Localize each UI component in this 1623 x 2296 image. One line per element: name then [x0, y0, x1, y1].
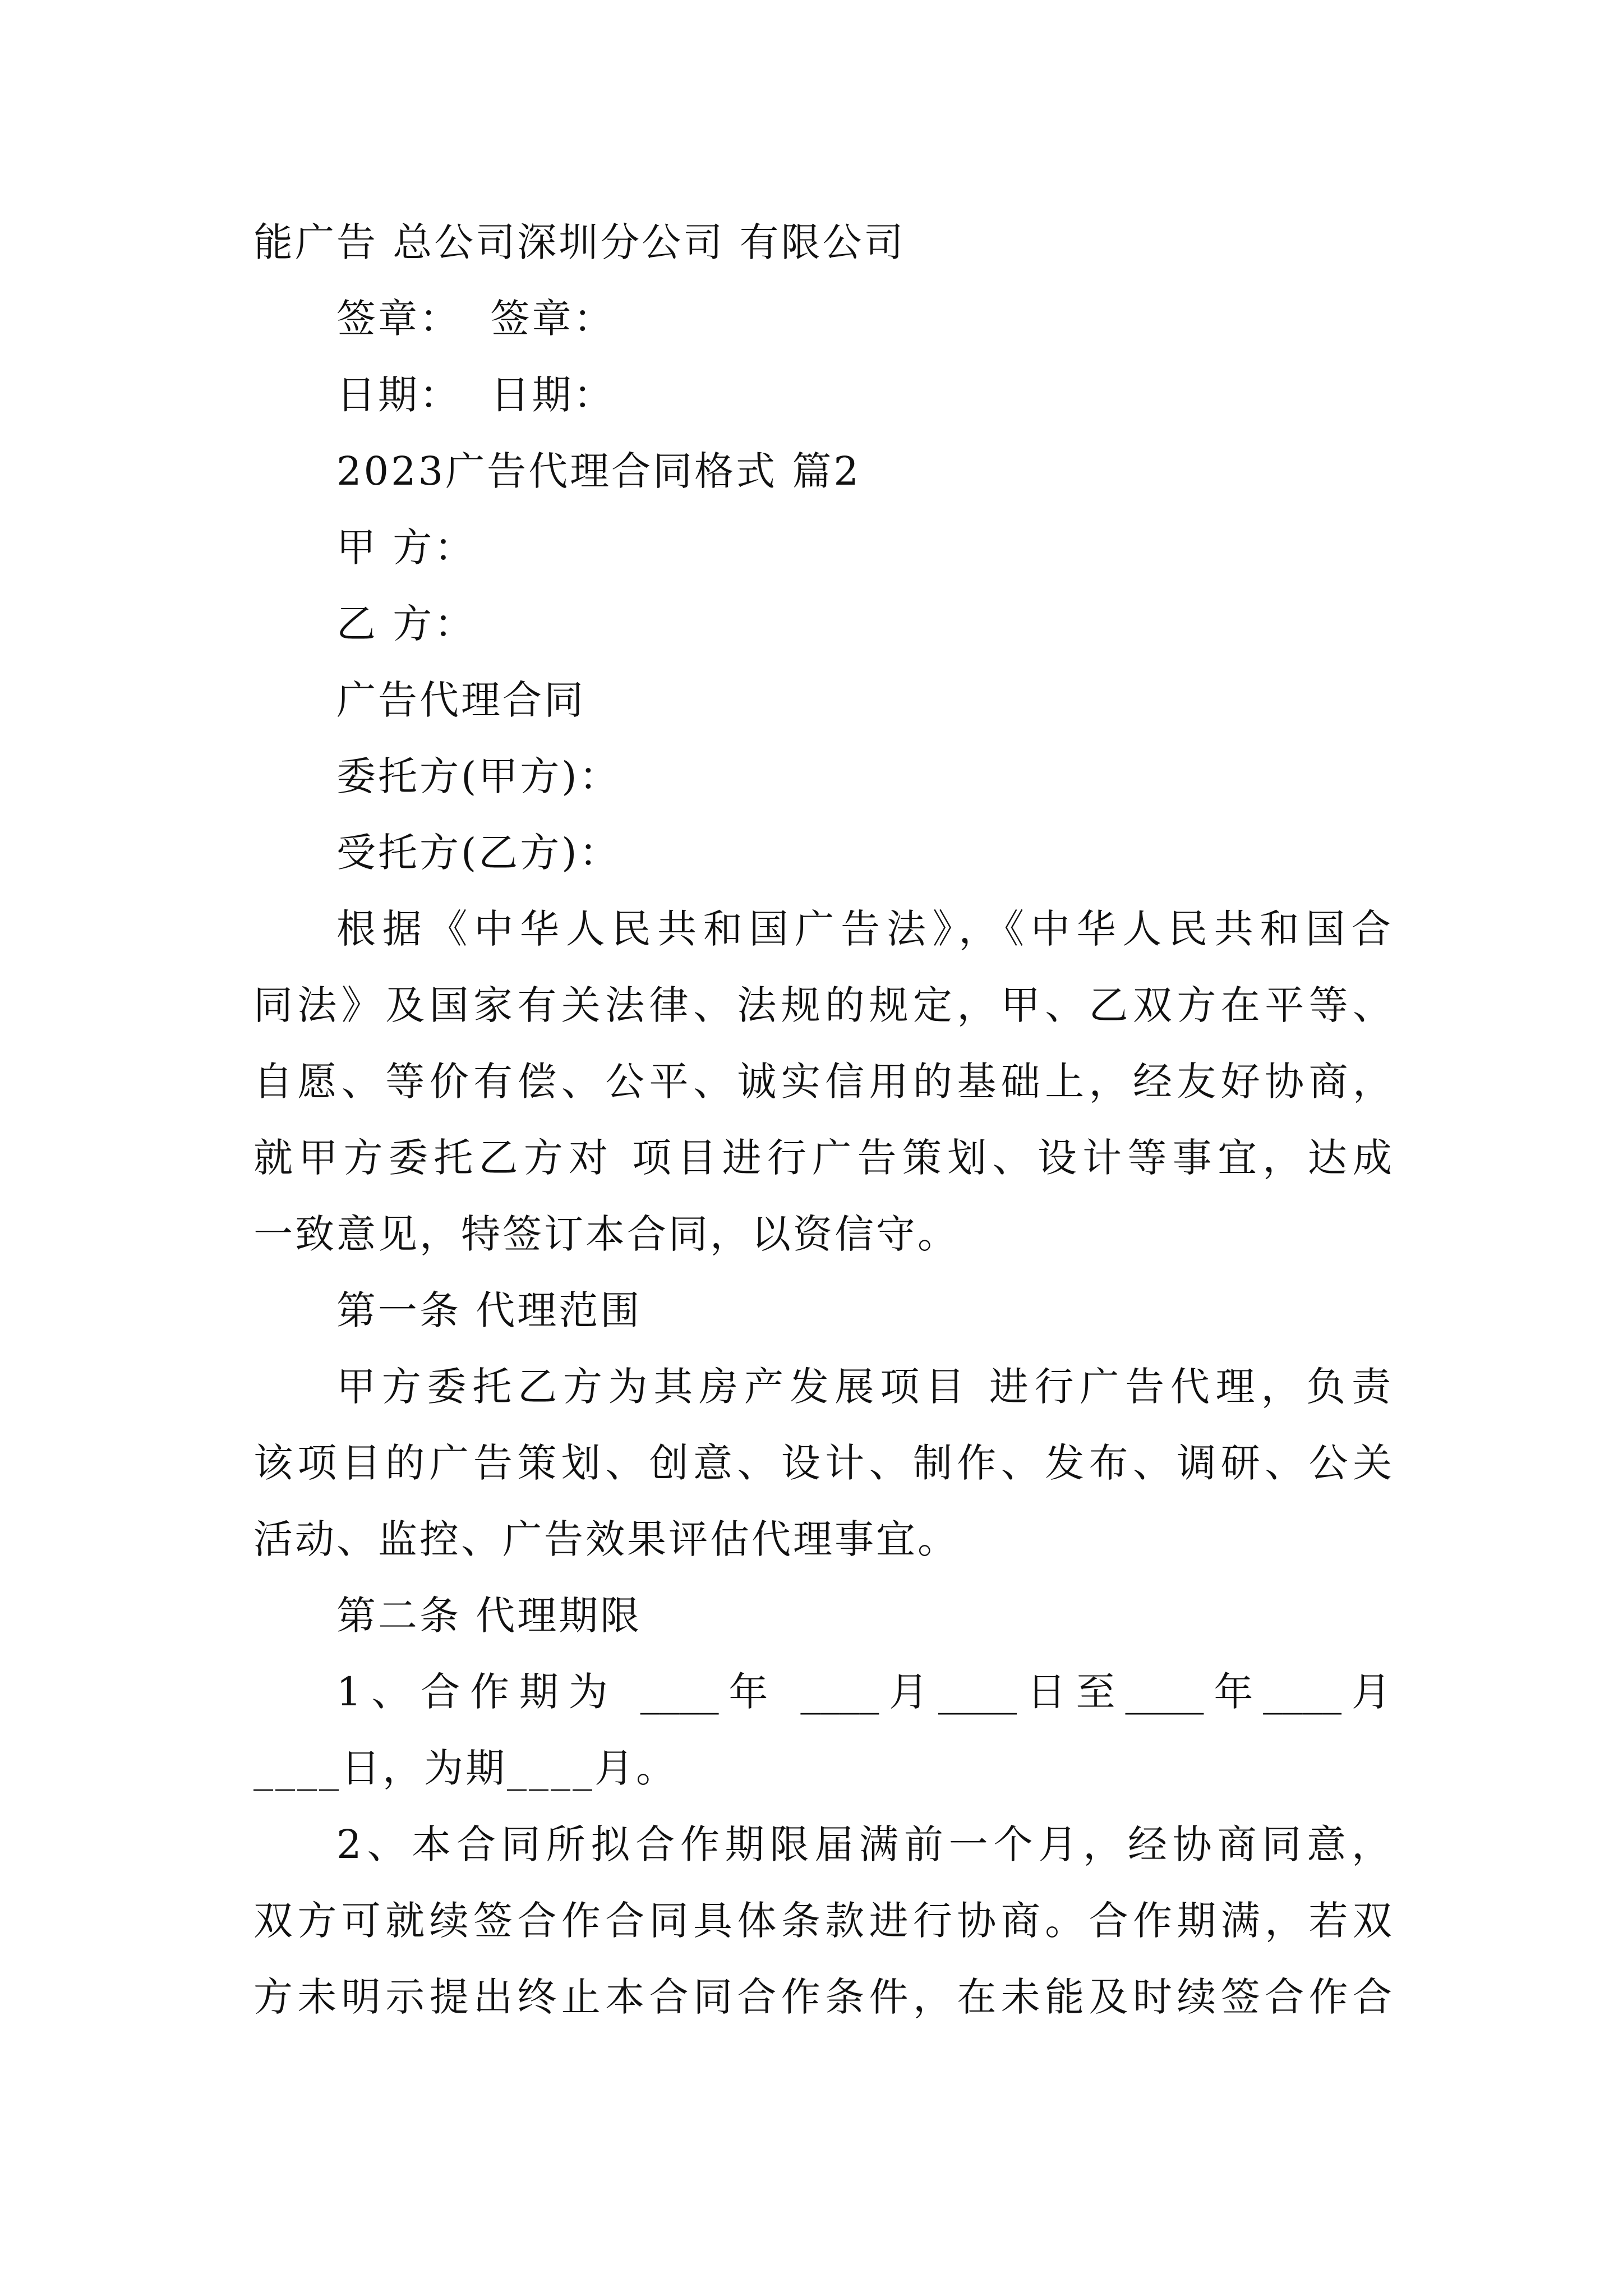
principal-line: 委托方(甲方)： — [336, 753, 621, 799]
article-1-line-2: 该项目的广告策划、创意、设计、制作、发布、调研、公关 — [253, 1440, 1392, 1486]
article-2-clause-2-line-3: 方未明示提出终止本合同合作条件，在未能及时续签合作合 — [253, 1974, 1392, 2020]
party-a-line: 甲 方： — [336, 524, 476, 570]
article-2-clause-1-line-2: ____日，为期____月。 — [253, 1745, 677, 1791]
article-2-clause-2-line-2: 双方可就续签合作合同具体条款进行协商。合作期满，若双 — [253, 1898, 1392, 1944]
party-b-line: 乙 方： — [336, 601, 476, 647]
preamble-line-2: 同法》及国家有关法律、法规的规定，甲、乙双方在平等、 — [253, 982, 1392, 1028]
preamble-line-3: 自愿、等价有偿、公平、诚实信用的基础上，经友好协商， — [253, 1059, 1392, 1105]
article-2-heading: 第二条 代理期限 — [336, 1593, 642, 1639]
company-names-line: 能广告 总公司深圳分公司 有限公司 — [253, 219, 906, 265]
contract-title: 广告代理合同 — [336, 677, 585, 723]
preamble-line-4: 就甲方委托乙方对 项目进行广告策划、设计等事宜，达成 — [253, 1135, 1392, 1181]
preamble-line-5: 一致意见，特签订本合同，以资信守。 — [253, 1211, 959, 1257]
section-heading: 2023广告代理合同格式 篇2 — [336, 448, 861, 494]
article-1-line-3: 活动、监控、广告效果评估代理事宜。 — [253, 1516, 959, 1562]
article-1-heading: 第一条 代理范围 — [336, 1287, 642, 1333]
date-line: 日期： 日期： — [336, 372, 615, 418]
article-2-clause-2-line-1: 2、本合同所拟合作期限届满前一个月，经协商同意， — [336, 1821, 1391, 1867]
article-1-line-1: 甲方委托乙方为其房产发展项目 进行广告代理，负责 — [336, 1364, 1391, 1410]
preamble-line-1: 根据《中华人民共和国广告法》，《中华人民共和国合 — [336, 906, 1391, 952]
article-2-clause-1-line-1: 1、合作期为 ____年 ____月____日至____年____月 — [336, 1669, 1391, 1715]
agent-line: 受托方(乙方)： — [336, 830, 621, 876]
signature-line: 签章： 签章： — [336, 296, 615, 342]
